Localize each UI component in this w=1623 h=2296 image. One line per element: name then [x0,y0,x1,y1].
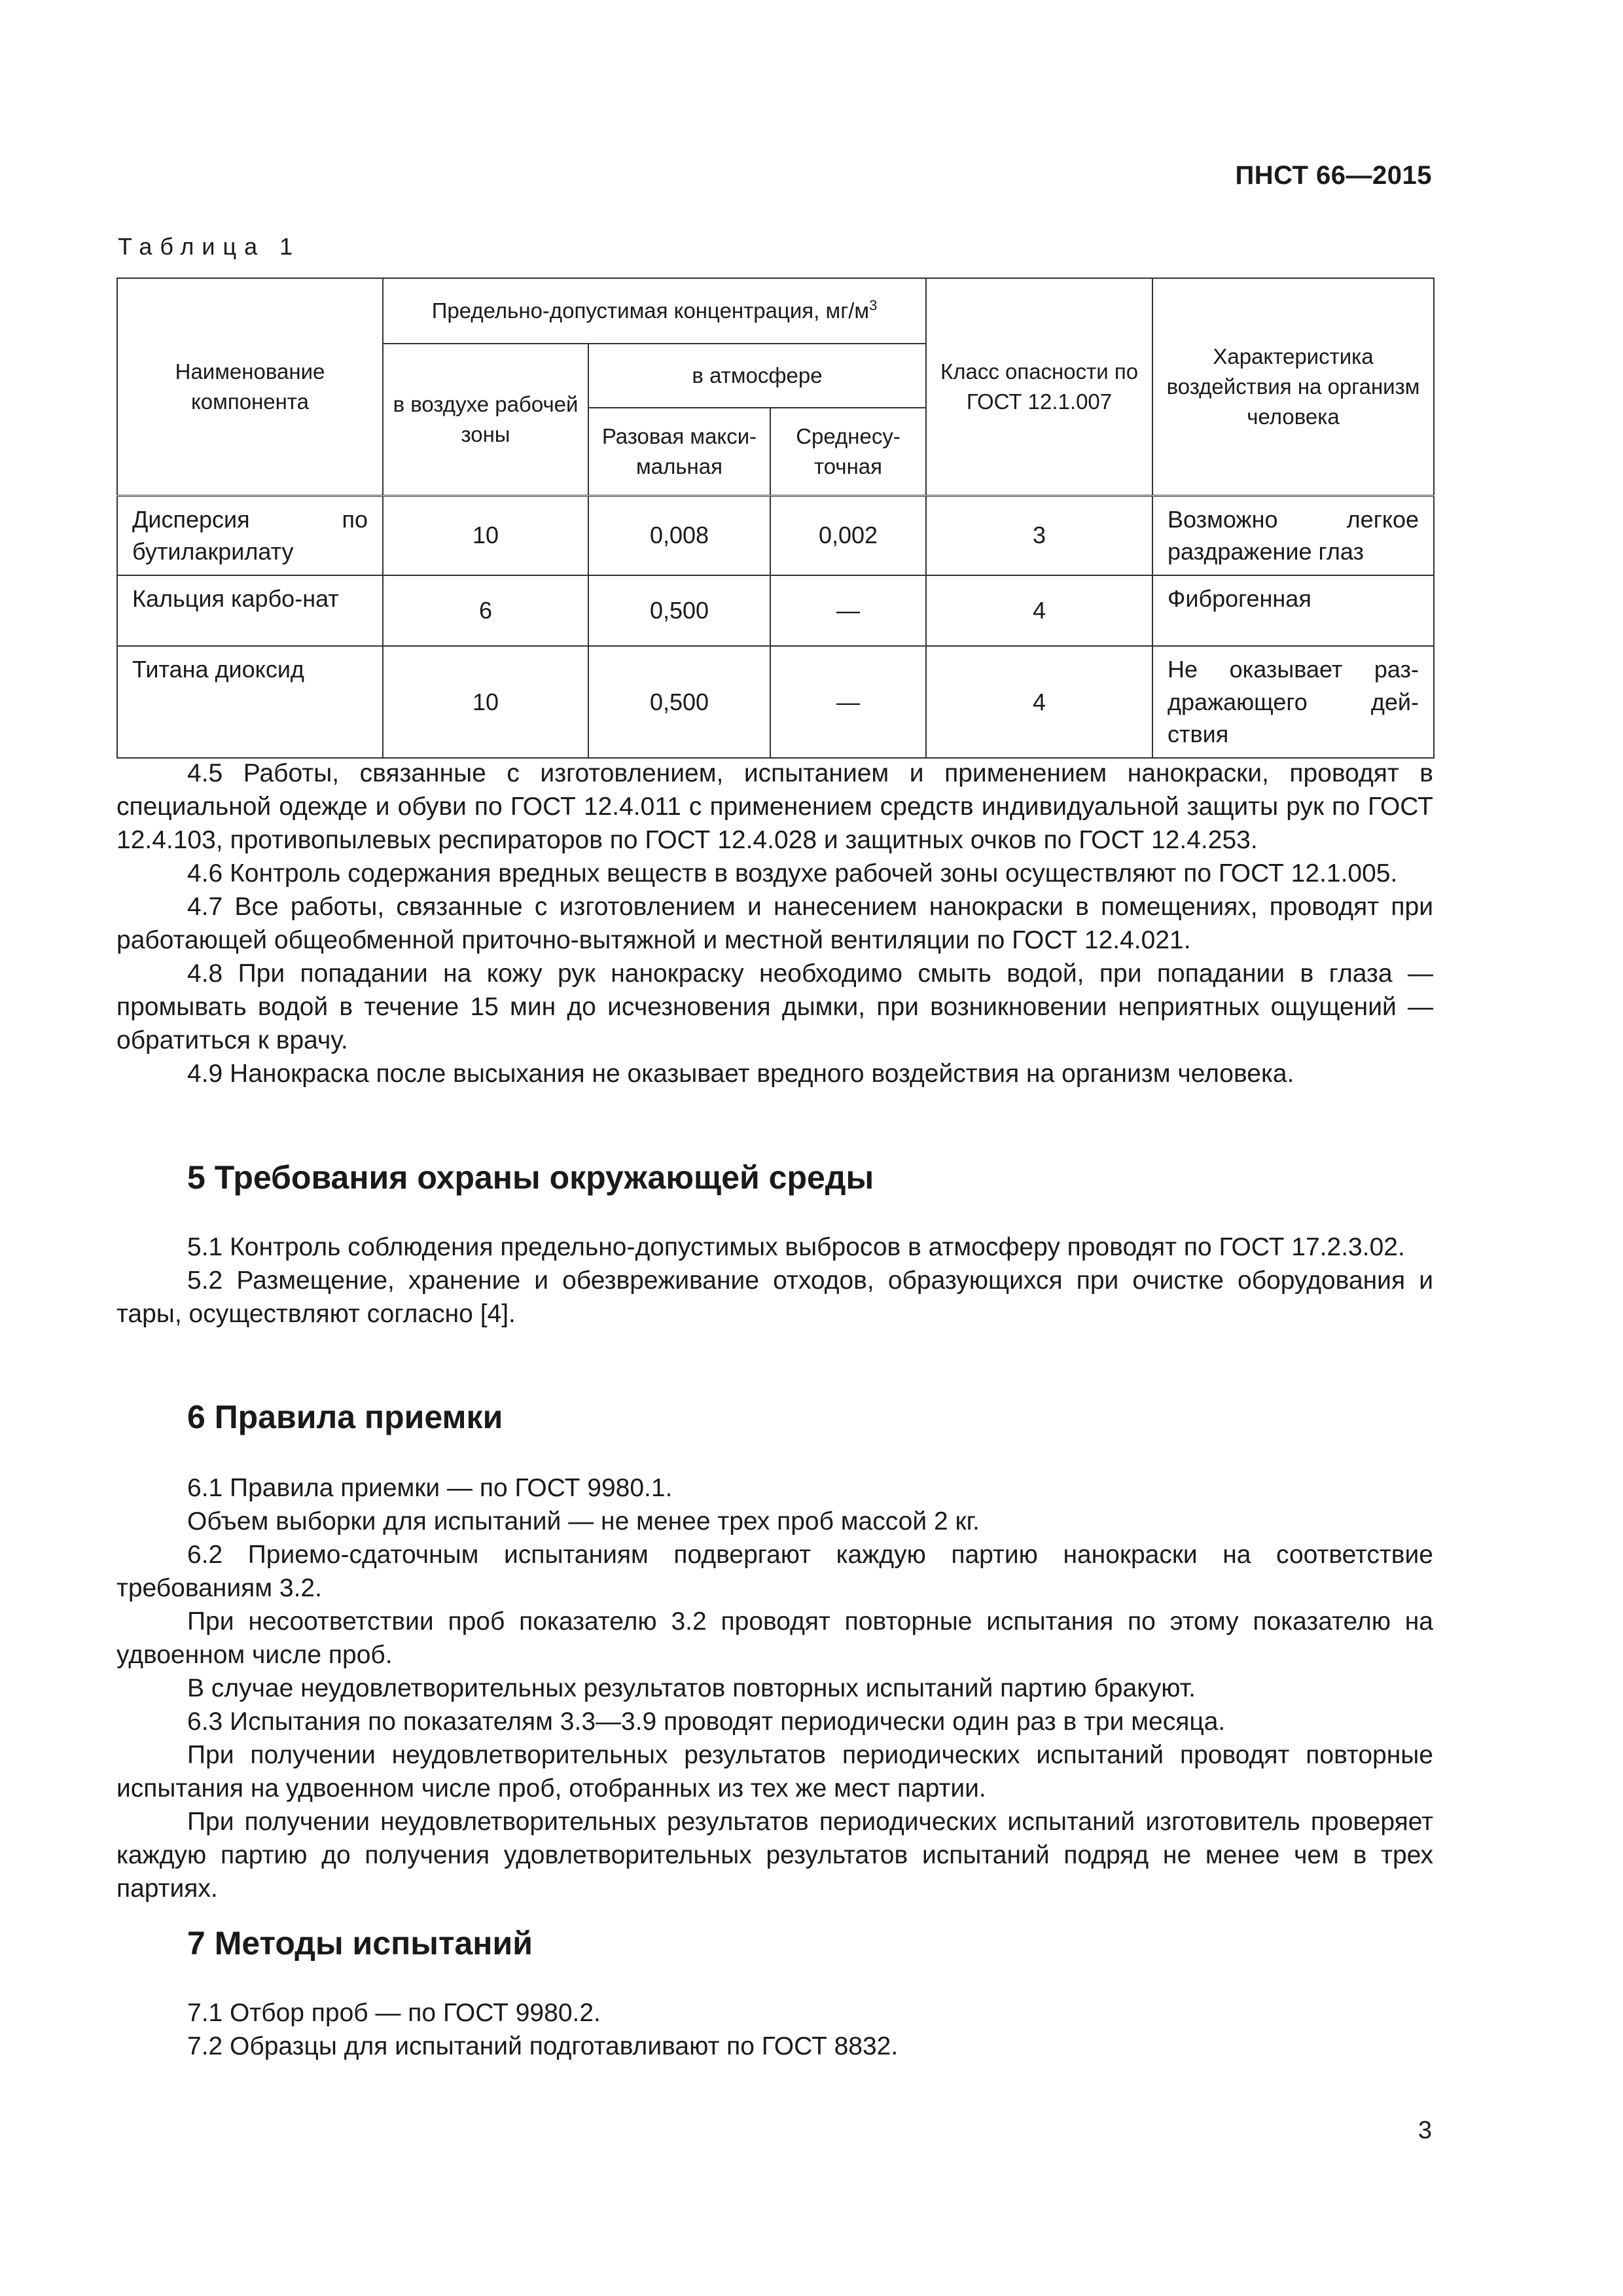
header-work-zone: в воздухе рабочей зоны [383,344,588,495]
paragraph-4-6: 4.6 Контроль содержания вредных веществ в воздухе рабочей зоны осуществляют по ГОСТ 12.1.005. [187,859,1398,888]
section-5-text [116,1230,1433,1331]
header-single-max: Разовая макси-мальная [588,408,770,495]
section-4-text [116,757,1433,1090]
cell-hazard-class: 3 [926,495,1152,575]
section-6-heading: 6 Правила приемки [187,1399,503,1435]
paragraph-7-2: 7.2 Образцы для испытаний подготавливают по ГОСТ 8832. [187,2032,899,2060]
paragraph-6-2b: При несоответствии проб показателю 3.2 проводят повторные испытания по этому показателю на удвоенном числе проб. [116,1607,1433,1669]
header-effect: Характеристика воздействия на организм человека [1152,278,1434,495]
header-mpc-group: Предельно-допустимая концентрация, $мг/м^3$ [383,278,926,344]
section-7-heading: 7 Методы испытаний [187,1925,533,1962]
paragraph-6-3b: При получении неудовлетворительных результатов периодических испытаний проводят повторные испытания на удвоенном числе проб, отобранных из тех же мест партии. [116,1741,1433,1803]
cell-component-name: Дисперсия по бутилакрилату [117,495,383,575]
cell-component-name: Титана диоксид [117,646,383,758]
cell-effect: Не оказывает раз-дражающего дей-ствия [1152,646,1434,758]
page-number: 3 [1418,2117,1432,2144]
cell-avg-daily: — [770,575,926,646]
header-atmosphere: в атмосфере [588,344,926,408]
cell-effect: Фиброгенная [1152,575,1434,646]
paragraph-4-5: 4.5 Работы, связанные с изготовлением, испытанием и применением нанокраски, проводят в специальной одежде и обуви по ГОСТ 12.4.011 с применением средств индивидуальной защиты рук по ГОСТ 12.4.103, противопылевых респираторов по ГОСТ 12.4.028 и защитных очков по ГОСТ 12.4.253. [116,759,1433,854]
cell-avg-daily: — [770,646,926,758]
paragraph-5-1: 5.1 Контроль соблюдения предельно-допустимых выбросов в атмосферу проводят по ГОСТ 17.2.3.02. [187,1233,1405,1261]
table-row [117,575,1434,646]
cell-hazard-class: 4 [926,646,1152,758]
paragraph-6-1: 6.1 Правила приемки — по ГОСТ 9980.1. [187,1474,673,1502]
cell-single-max: 0,500 [588,575,770,646]
header-hazard-class: Класс опасности по ГОСТ 12.1.007 [926,278,1152,495]
hazard-table [116,278,1435,759]
paragraph-6-1b: Объем выборки для испытаний — не менее трех проб массой 2 кг. [187,1507,980,1535]
cell-component-name: Кальция карбо-нат [117,575,383,646]
table-caption: Таблица 1 [118,233,301,260]
table-row [117,646,1434,758]
document-code: ПНСТ 66—2015 [1235,161,1432,190]
cell-avg-daily: 0,002 [770,495,926,575]
cell-effect: Возможно легкое раздражение глаз [1152,495,1434,575]
cell-work-zone: 10 [383,646,588,758]
section-5-heading: 5 Требования охраны окружающей среды [187,1159,874,1196]
table-row [117,495,1434,575]
paragraph-4-8: 4.8 При попадании на кожу рук нанокраску необходимо смыть водой, при попадании в глаза — промывать водой в течение 15 мин до исчезновения дымки, при возникновении неприятных ощущений — обратиться к врачу. [116,960,1433,1054]
paragraph-6-2: 6.2 Приемо-сдаточным испытаниям подвергают каждую партию нанокраски на соответствие требованиям 3.2. [116,1541,1433,1602]
cell-single-max: 0,008 [588,495,770,575]
header-avg-daily: Среднесу-точная [770,408,926,495]
cell-single-max: 0,500 [588,646,770,758]
unit-superscript: 3 [869,297,878,314]
paragraph-6-3: 6.3 Испытания по показателям 3.3—3.9 проводят периодически один раз в три месяца. [187,1708,1226,1736]
paragraph-6-3c: При получении неудовлетворительных результатов периодических испытаний изготовитель проверяет каждую партию до получения удовлетворительных результатов испытаний подряд не менее чем в трех партиях. [116,1808,1433,1903]
paragraph-6-2c: В случае неудовлетворительных результатов повторных испытаний партию бракуют. [187,1674,1196,1702]
cell-work-zone: 6 [383,575,588,646]
paragraph-4-7: 4.7 Все работы, связанные с изготовлением и нанесением нанокраски в помещениях, проводят при работающей общеобменной приточно-вытяжной и местной вентиляции по ГОСТ 12.4.021. [116,893,1433,954]
paragraph-5-2: 5.2 Размещение, хранение и обезвреживание отходов, образующихся при очистке оборудования и тары, осуществляют согласно [4]. [116,1266,1433,1328]
section-7-text [116,1996,1433,2063]
section-6-text [116,1471,1433,1905]
cell-hazard-class: 4 [926,575,1152,646]
paragraph-4-9: 4.9 Нанокраска после высыхания не оказывает вредного воздействия на организм человека. [187,1060,1294,1088]
paragraph-7-1: 7.1 Отбор проб — по ГОСТ 9980.2. [187,1999,601,2027]
cell-work-zone: 10 [383,495,588,575]
header-component: Наименование компонента [117,278,383,495]
